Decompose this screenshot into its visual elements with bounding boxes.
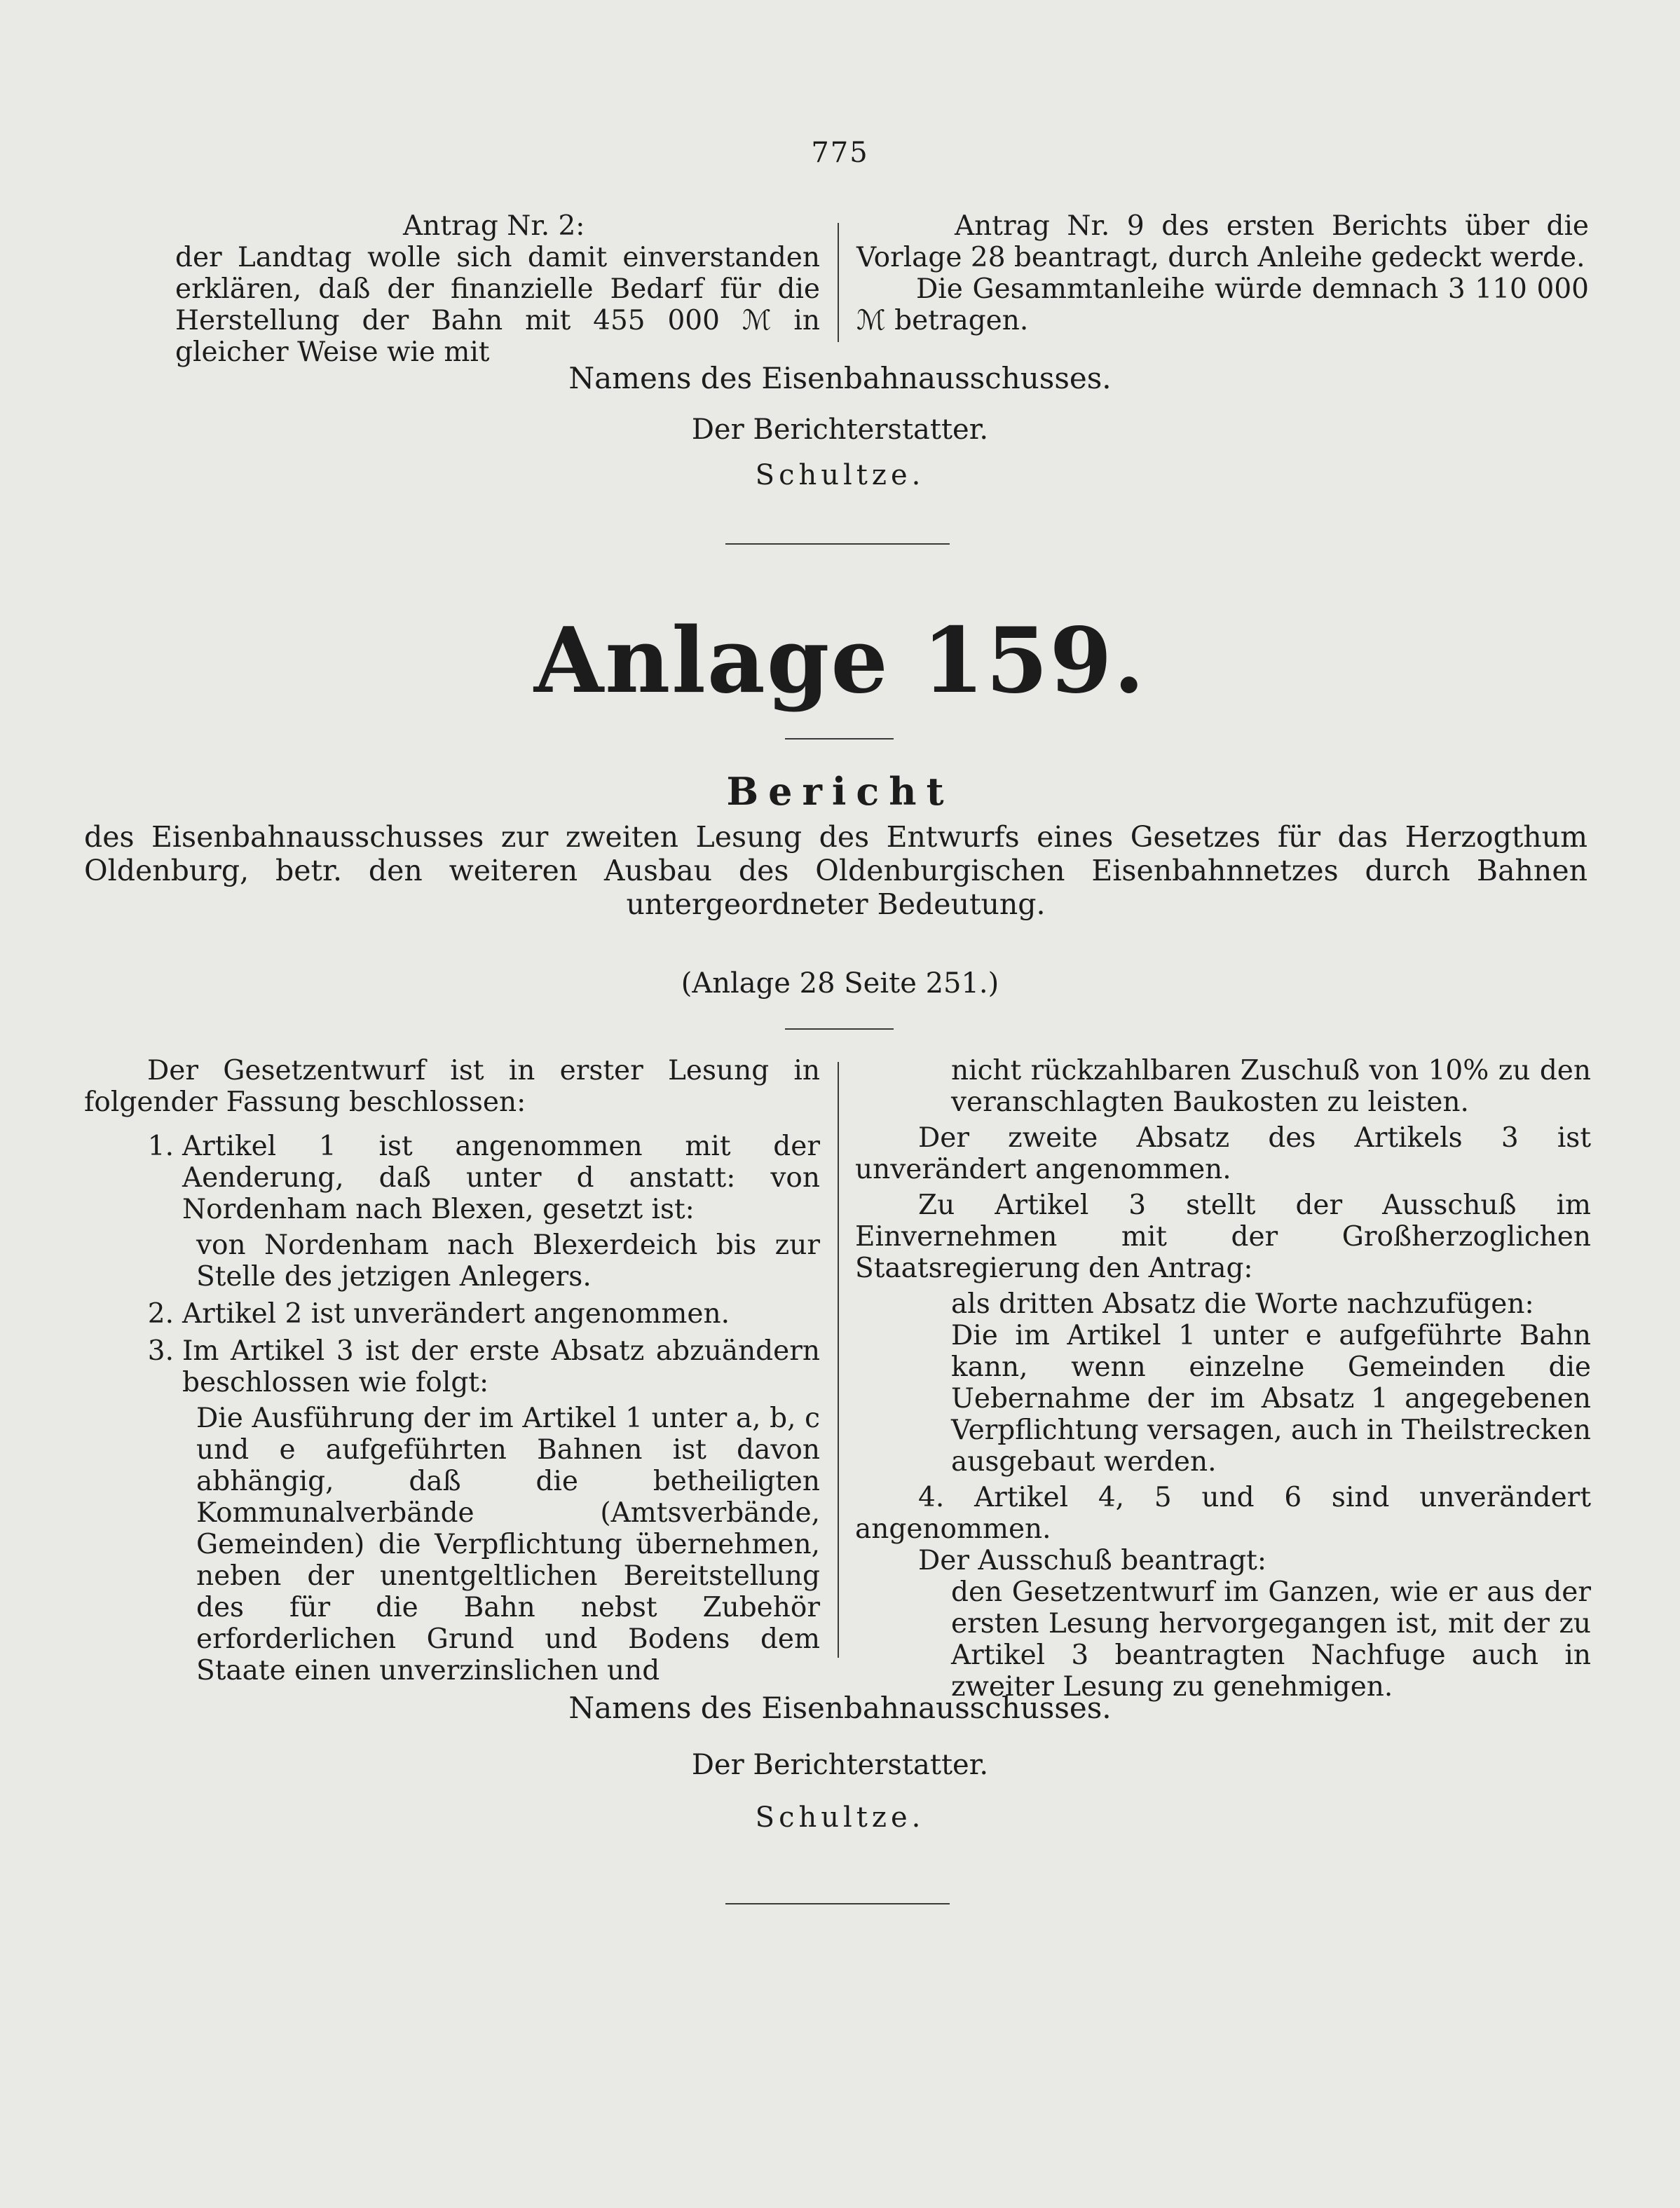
motion-text-2: den Gesetzentwurf im Ganzen, wie er aus der ersten Lesung hervorgegangen ist, mit der zu Artikel 3 beantragten Nachfuge auch in zweiter Lesung zu genehmigen. — [951, 1576, 1591, 1703]
list-item-2-text: Artikel 2 ist unverändert angenommen. — [182, 1298, 730, 1330]
intro-paragraph: Der Gesetzentwurf ist in erster Lesung in folgender Fassung beschlossen: — [84, 1055, 820, 1118]
list-item-2-number: 2. — [147, 1298, 174, 1330]
list-item-3-number: 3. — [147, 1335, 174, 1367]
list-item-4: 4. Artikel 4, 5 und 6 sind unverändert angenommen. — [855, 1482, 1591, 1545]
bottom-signature-line-1: Namens des Eisenbahnausschusses. — [568, 1691, 1112, 1725]
motion-heading-2: Der Ausschuß beantragt: — [918, 1545, 1266, 1576]
right-paragraph-2: Zu Artikel 3 stellt der Ausschuß im Einvernehmen mit der Großherzoglichen Staatsregierung den Antrag: — [855, 1190, 1591, 1284]
report-subtitle: Bericht — [726, 769, 954, 814]
list-item-1 — [84, 1131, 820, 1225]
main-right-column — [855, 1055, 1591, 1703]
top-signature-line-2: Der Berichterstatter. — [691, 414, 989, 446]
column-divider-top — [838, 223, 839, 342]
column-divider-main — [838, 1062, 839, 1658]
page-number: 775 — [811, 137, 869, 169]
right-paragraph-1: Der zweite Absatz des Artikels 3 ist unverändert angenommen. — [855, 1122, 1591, 1185]
reference-divider — [785, 1028, 894, 1030]
top-left-column — [175, 210, 820, 368]
section-divider-top — [725, 543, 950, 545]
list-item-3 — [84, 1335, 820, 1398]
list-item-2 — [84, 1298, 820, 1330]
top-right-paragraph-2: Die Gesammtanleihe würde demnach 3 110 000 ℳ betragen. — [856, 273, 1589, 336]
annex-reference: (Anlage 28 Seite 251.) — [681, 967, 999, 1000]
report-heading: des Eisenbahnausschusses zur zweiten Lesung des Entwurfs eines Gesetzes für das Herzogthum Oldenburg, betr. den weiteren Ausbau des Oldenburgischen Eisenbahnnetzes durch Bahnen untergeordneter Bedeutung. — [84, 820, 1587, 921]
top-right-column — [856, 210, 1589, 336]
bottom-signature-line-2: Der Berichterstatter. — [691, 1749, 989, 1781]
main-left-column — [84, 1055, 820, 1686]
list-item-1-number: 1. — [147, 1131, 174, 1162]
title-divider — [785, 738, 894, 740]
right-paragraph-2-quote: Die im Artikel 1 unter e aufgeführte Bahn kann, wenn einzelne Gemeinden die Uebernahme der im Absatz 1 angegebenen Verpflichtung versagen, auch in Theilstrecken ausgebaut werden. — [951, 1320, 1591, 1478]
section-divider-bottom — [725, 1903, 950, 1904]
top-signature-line-1: Namens des Eisenbahnausschusses. — [568, 361, 1112, 395]
bottom-signature-line-3: Schultze. — [755, 1801, 925, 1834]
annex-title: Anlage 159. — [533, 608, 1147, 714]
motion-heading: Antrag Nr. 2: — [403, 210, 585, 242]
list-item-3-text: Im Artikel 3 ist der erste Absatz abzuändern beschlossen wie folgt: — [182, 1335, 820, 1398]
motion-text: der Landtag wolle sich damit einverstanden erklären, daß der finanzielle Bedarf für die Herstellung der Bahn mit 455 000 ℳ in gleicher Weise wie mit — [175, 242, 820, 368]
list-item-1-text: Artikel 1 ist angenommen mit der Aenderung, daß unter d anstatt: von Nordenham nach Blexen, gesetzt ist: — [182, 1131, 820, 1225]
top-signature-line-3: Schultze. — [755, 459, 925, 491]
list-item-3-sub: Die Ausführung der im Artikel 1 unter a, b, c und e aufgeführten Bahnen ist davon abhängig, daß die betheiligten Kommunalverbände (Amtsverbände, Gemeinden) die Verpflichtung übernehmen, neben der unentgeltlichen Bereitstellung des für die Bahn nebst Zubehör erforderlichen Grund und Bodens dem Staate einen unverzinslichen und — [196, 1403, 820, 1686]
continuation-text: nicht rückzahlbaren Zuschuß von 10% zu den veranschlagten Baukosten zu leisten. — [951, 1055, 1591, 1118]
top-right-paragraph-1: Antrag Nr. 9 des ersten Berichts über die Vorlage 28 beantragt, durch Anleihe gedeckt werde. — [856, 210, 1589, 273]
right-paragraph-2-sub: als dritten Absatz die Worte nachzufügen: — [951, 1288, 1534, 1320]
list-item-1-sub: von Nordenham nach Blexerdeich bis zur Stelle des jetzigen Anlegers. — [196, 1229, 820, 1293]
